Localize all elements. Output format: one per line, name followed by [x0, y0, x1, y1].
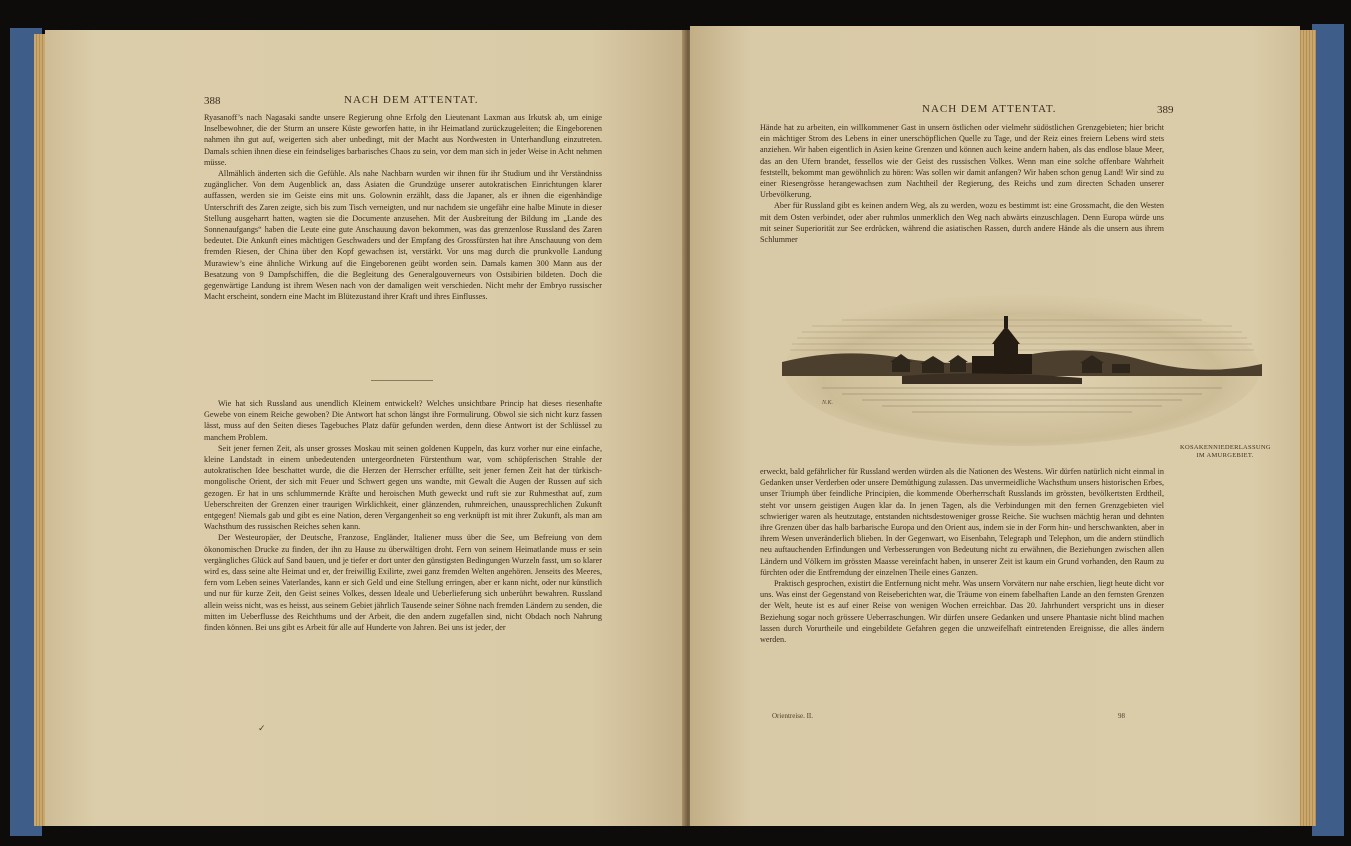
- artist-signature: N.K.: [822, 400, 834, 406]
- left-text-block-top: [204, 112, 602, 302]
- paragraph: erweckt, bald gefährlicher für Russland werden würden als die Nationen des Westens. Wir dürfen natürlich nicht einmal in Gedanken unser Verderben oder unsere Demüthigung zulassen. Das unvermeidliche Wachsthum unsers historischen Erbes, unser Triumph über feindliche Principien, die kommende Oberherrschaft Russlands im grössten, bevölkertsten Erdtheil, steht vor unsern geistigen Augen klar da. In jenen Tagen, als die Verbindungen mit den fernen Grenzgebieten viel schwieriger waren als heutzutage, entstanden nichtsdestoweniger grosse Reiche. Sie wuchsen mächtig heran und dehnten ihre Grenzen über das halb barbarische Europa und den Orient aus, indem sie in der Form hin- und herschwankten, aber in ihrem Wesen unveränderlich blieben. In der Gegenwart, wo Eisenbahn, Telegraph und Telephon, um die andern stündlich neu auftauchenden Erfindungen und Verbesserungen von Bedeutung nicht zu erwähnen, die Beziehungen zwischen allen Ländern und Völkern im grössten Maasse vereinfacht haben, in unserer Zeit ist kaum ein Grund vorhanden, den Raum zu fürchten oder die Entfremdung der einzelnen Theile eines Ganzen.: [760, 467, 1164, 577]
- paragraph: Aber für Russland gibt es keinen andern Weg, als zu werden, wozu es bestimmt ist: eine Grossmacht, die den Westen mit dem Osten verbindet, oder aber ruhmlos unmerklich den Weg nach abwärts einzuschlagen. Denn Europa würde uns mit seiner Superiorität zur See erdrücken, während die asiatischen Rassen, durch andere Hände als die unsern aus ihrem Schlummer: [760, 201, 1164, 245]
- figure-caption: KOSAKENNIEDERLASSUNG IM AMURGEBIET.: [1180, 444, 1271, 459]
- paragraph: Hände hat zu arbeiten, ein willkommener Gast in unsern östlichen oder vielmehr südöstlichen Grenzgebieten; hier bricht ein mächtiger Strom des Lebens in einer unerschöpflichen Quelle zu Tage, und der Reiz eines freiern Lebens wird stets anziehen. Wir haben eigentlich in Asien keine Grenzen und können auch keine andern haben, als das endlose blaue Meer, das an den Ufern brandet, fessellos wie der Geist des russischen Volkes. Wenn man eine solche offenbare Wahrheit feststellt, bekommt man gewöhnlich zu hören: Was sollen wir damit anfangen? Wir haben schon genug Land! Wir sind zu einer Riesengrösse herangewachsen zum Nachtheil der Regierung, des Reichs und zum directen Schaden unserer Urbevölkerung.: [760, 123, 1164, 200]
- right-text-block-bottom: [760, 466, 1164, 645]
- book-cover-right: [1312, 24, 1344, 836]
- signature-mark-right: 98: [1118, 712, 1125, 720]
- illustration-cossack-settlement: [782, 292, 1262, 447]
- left-running-head: NACH DEM ATTENTAT.: [344, 94, 479, 106]
- right-text-block-top: [760, 122, 1164, 245]
- right-running-head: NACH DEM ATTENTAT.: [922, 103, 1057, 115]
- section-divider: [371, 380, 433, 381]
- paragraph: Wie hat sich Russland aus unendlich Kleinem entwickelt? Welches unsichtbare Princip hat dieses riesenhafte Gewebe von einem Reiche gewoben? Die Antwort hat schon längst ihre Formulirung. Obwol sie sich nicht kurz fassen lässt, muss auf den Seiten dieses Tagebuches Platz dafür gefunden werden, denn diese Antwort ist der Schlüssel zu manchem Problem.: [204, 399, 602, 442]
- left-page-number: 388: [204, 95, 221, 107]
- paragraph: Praktisch gesprochen, existirt die Entfernung nicht mehr. Was unsern Vorvätern nur nahe erschien, liegt heute dicht vor uns. Was einst der Gegenstand von Reiseberichten war, die Träume von einem fabelhaften Lande an den fernsten Grenzen der Welt, heute ist es auf einer Reise von wenigen Wochen erreichbar. Das 20. Jahrhundert verspricht uns in dieser Beziehung sogar noch grössere Ueberraschungen. Wir dürfen unsere Gedanken und unsere Phantasie nicht blind machen lassen durch Vorurtheile und eingebildete Gefahren gegen die unzweifelhaft eintretenden Ereignisse, die alles ändern werden.: [760, 579, 1164, 645]
- page-edges-right: [1298, 30, 1316, 826]
- paragraph: Seit jener fernen Zeit, als unser grosses Moskau mit seinen goldenen Kuppeln, das kurz vorher nur eine einfache, kleine Landstadt in einem unbedeutenden untergeordneten Fürstenthum war, vom schöpferischen Strahle der autokratischen Idee beschattet wurde, die die Herzen der Herrscher erfüllte, seit jener fernen Zeit hat der türkisch-mongolische Orient, der sich mit Feuer und Schwert gegen uns wandte, mit Gewalt die Augen der Russen auf sich gezogen. Er hat in uns schlummernde Kräfte und heroischen Muth geweckt und ruft sie zur Ruhmesthat auf, zum Ueberschreiten der Grenzen einer traurigen Wirklichkeit, einer glänzenden, ruhmreichen, unaussprechlichen Zukunft entgegen! Niemals gab und gibt es eine Nation, deren Vergangenheit so eng verknüpft ist mit ihrer Zukunft, als man am Wachsthum des russischen Reiches sehen kann.: [204, 443, 602, 532]
- paragraph: Ryasanoff’s nach Nagasaki sandte unsere Regierung ohne Erfolg den Lieutenant Laxman aus Irkutsk ab, um einige Inselbewohner, die der Sturm an unsere Küste geworfen hatte, in ihr Heimatland zurückzugeleiten; die Eingeborenen nahmen ihn gut auf, weigerten sich aber unbedingt, mit der Macht aus Nordwesten in Unterhandlung einzutreten. Damals schien ihnen diese ein feindseliges barbarisches Chaos zu sein, vor dem man sich in jeder Weise in Acht nehmen müsse.: [204, 113, 602, 167]
- right-page-number: 389: [1157, 104, 1174, 116]
- left-text-block-bottom: [204, 398, 602, 633]
- signature-mark-left: Orientreise. II.: [772, 712, 814, 720]
- paragraph: Allmählich änderten sich die Gefühle. Als nahe Nachbarn wurden wir ihnen für ihr Studium und ihr Verständniss zugänglicher. Von dem Augenblick an, dass Asiaten die Grundzüge unserer autokratischen Einrichtungen klarer auffassen, werden sie im Geiste eins mit uns. Golownin erzählt, dass die Japaner, als er ihnen die eigenhändige Unterschrift des Zaren zeigte, sich bis zum Tisch verneigten, und nur nachdem sie ungefähr eine halbe Minute in dieser Stellung ausgeharrt hatten, wagten sie die Documente anzusehen. Mit der Ausbreitung der Bildung im „Lande des Sonnenaufgangs“ haben die Leute eine gute Anschauung davon bekommen, was das grenzenlose Russland des Zaren bedeutet. Die Ankunft eines mächtigen Geschwaders und der Empfang des Grossfürsten hat ihre Anschauung von dem fremden Riesen, der China über den Kopf gewachsen ist, verstärkt. Vor uns mag durch die prunkvolle Landung Murawiew’s eine ähnliche Wirkung auf die Eingeborenen geübt worden sein. Damals kamen 300 Mann aus der Besatzung von 9 Dampfschiffen, die die Begleitung des Generalgouverneurs von Ostsibirien bildeten. Doch die gegenwärtige Landung ist ihrem Wesen nach von der damaligen weit verschieden. Nicht mehr der Embryo russischer Macht erscheint, sondern eine Macht im Blütezustand ihrer Kraft und ihres Einflusses.: [204, 169, 602, 302]
- paragraph: Der Westeuropäer, der Deutsche, Franzose, Engländer, Italiener muss über die See, um Befreiung von dem ökonomischen Drucke zu finden, der ihn zu Hause zu überwältigen droht. Fern von seinem Heimatlande muss er sein vergängliches Glück auf Sand bauen, und je tiefer er dort unter den günstigsten Bedingungen Wurzeln fasst, um so klarer wird es, dass seine alte Heimat und er, der freiwillig Exilirte, zwei ganz fremden Welten angehören. Jenseits des Meeres, fern vom Leben seines Vaterlandes, kann er sich Geld und eine Stellung erringen, aber er kann nicht, oder nur künstlich und nur für kurze Zeit, den Geist seines Volkes, dessen Ideale und Ueberlieferung sich unberührt bewahren. Russland allein weiss nicht, was es heisst, aus seinem Gebiet jährlich Tausende seiner Söhne nach fremden Ländern zu senden, die mitten im Ueberflusse des Reichthums und der Arbeit, die den andern zugefallen sind, nicht Obdach noch Nahrung finden können. Bei uns gibt es Arbeit für alle auf Hunderte von Jahren. Bei uns ist jeder, der: [204, 533, 602, 633]
- pencil-mark: ✓: [258, 723, 266, 733]
